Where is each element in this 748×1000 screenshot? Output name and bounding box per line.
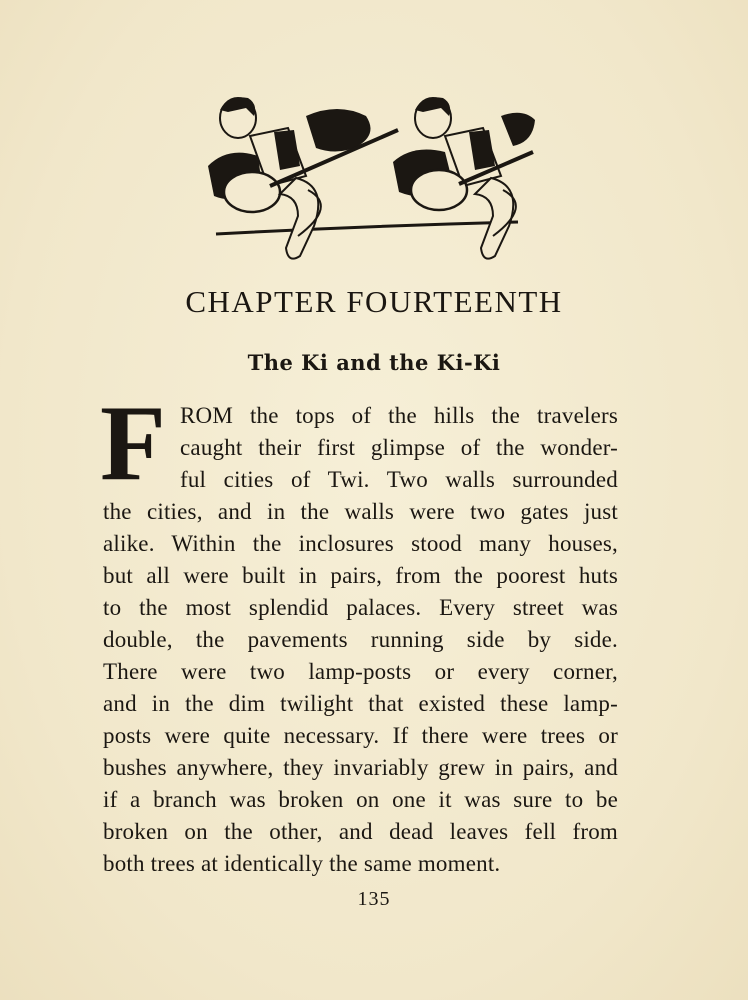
body-line: the cities, and in the walls were two gates just <box>103 499 618 524</box>
body-line: double, the pavements running side by side. <box>103 627 618 652</box>
twin-musicians-illustration <box>188 86 538 272</box>
chapter-title: CHAPTER FOURTEENTH <box>185 284 563 319</box>
body-line: broken on the other, and dead leaves fell from <box>103 819 618 844</box>
right-musician-figure <box>393 97 535 258</box>
drop-cap: F <box>100 384 166 503</box>
body-line: and in the dim twilight that existed these lamp- <box>103 691 618 716</box>
page-number: 135 <box>357 888 391 910</box>
body-line: ful cities of Twi. Two walls surrounded <box>180 467 618 492</box>
chapter-subtitle: The Ki and the Ki-Ki <box>247 350 501 375</box>
body-line: if a branch was broken on one it was sure to be <box>103 787 618 812</box>
body-line: alike. Within the inclosures stood many houses, <box>103 531 618 556</box>
body-line: ROM the tops of the hills the travelers <box>180 403 618 428</box>
body-line: posts were quite necessary. If there were trees or <box>103 723 618 748</box>
body-line: There were two lamp-posts or every corner, <box>103 659 618 684</box>
body-line: but all were built in pairs, from the poorest huts <box>103 563 618 588</box>
body-line: both trees at identically the same moment. <box>103 851 501 876</box>
left-musician-figure <box>208 97 398 258</box>
body-line: caught their first glimpse of the wonder- <box>180 435 618 460</box>
body-line: bushes anywhere, they invariably grew in pairs, and <box>103 755 618 780</box>
body-line: to the most splendid palaces. Every street was <box>103 595 618 620</box>
